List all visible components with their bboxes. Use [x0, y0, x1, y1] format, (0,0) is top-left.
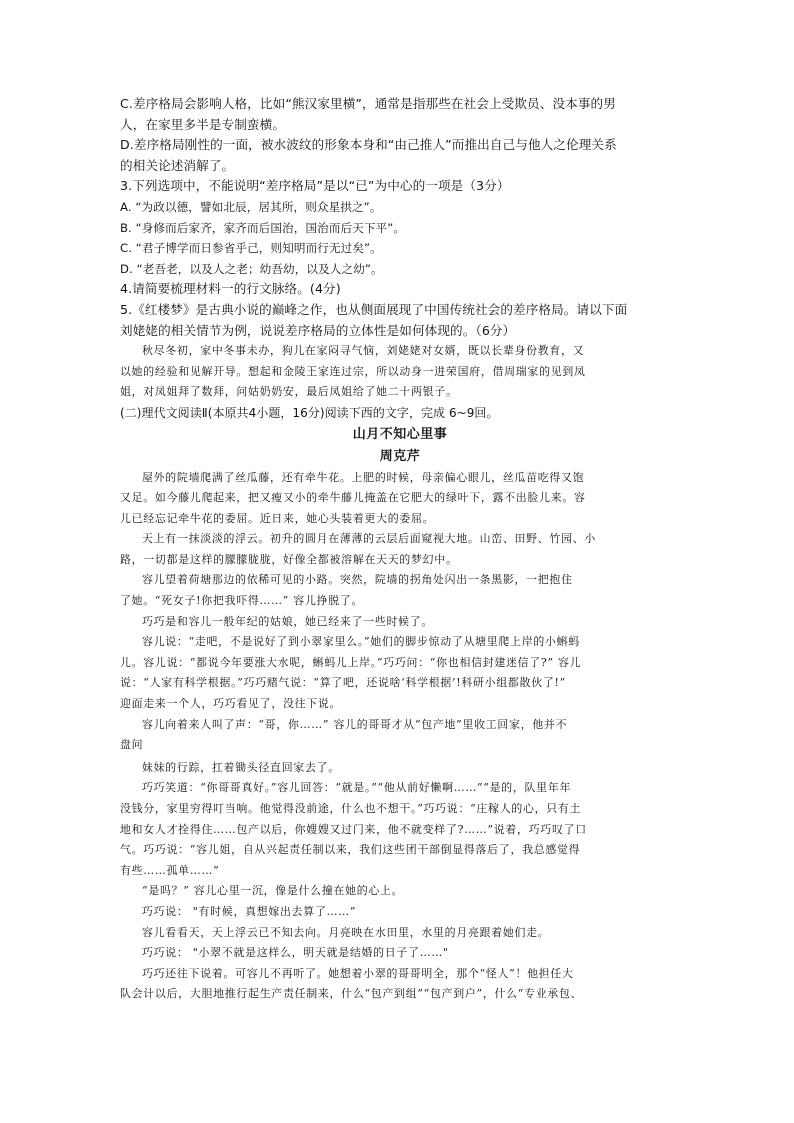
passage-paragraph-start: “是吗？” 容儿心里一沉，像是什么撞在她的心上。 [142, 884, 404, 898]
page-content [120, 94, 680, 1005]
question-line: 人，在家里多半是专制蛮横。 [120, 116, 286, 132]
option-line: C. “君子博学而日参省乎己，则知明而行无过矣”。 [120, 241, 382, 256]
passage-title: 周克芹 [379, 448, 421, 464]
question-line: 5.《红楼梦》是古典小说的巅峰之作，也从侧面展现了中国传统社会的差序格局。请以下面 [120, 301, 628, 317]
passage-paragraph-start: 天上有一抹淡淡的浮云。初升的圆月在薄薄的云层后面窥视大地。山峦、田野、竹园、小 [142, 532, 596, 546]
question-line: D.差序格局刚性的一面，被水波纹的形象本身和“由己推人”而推出自己与他人之伦理关系 [120, 137, 617, 153]
passage-paragraph-start: 巧巧是和容儿一般年纪的姑娘，她已经来了一些时候了。 [142, 614, 434, 628]
question-line: 刘姥姥的相关情节为例，说说差序格局的立体性是如何体现的。（6分） [120, 322, 516, 338]
passage-paragraph-start: 容儿望着荷塘那边的依稀可见的小路。突然，院墙的拐角处闪出一条黑影，一把抱住 [142, 573, 573, 587]
passage-line: 路，一切都是这样的朦朦胧胧，好像全都被溶解在天天的梦幻中。 [120, 552, 458, 566]
passage-line: 迎面走来一个人，巧巧看见了，没往下说。 [120, 697, 342, 711]
passage-paragraph-start: 容儿看看天，天上浮云已不知去向。月亮映在水田里，水里的月亮跟着她们走。 [142, 925, 550, 939]
question-line: 3.下列选项中，不能说明“差序格局”是以“已”为中心的一项是（3分） [120, 178, 510, 194]
passage-paragraph-start: 巧巧说： "小翠不就是这样么，明天就是结婚的日子了……" [142, 946, 449, 960]
passage-line: 儿。容儿说：“都说今年要涨大水呢，蝌蚂儿上岸。”巧巧问：“你也相信封建迷信了?” 容儿 [120, 655, 582, 669]
passage-line: 盘问 [120, 738, 144, 752]
passage-paragraph-start: 巧巧笑道：“你哥哥真好。”容儿回答：“就是。”“他从前好懒啊……”“是的，队里年年 [142, 781, 572, 795]
question-line: 的相关论述消解了。 [120, 157, 235, 173]
passage-line: 队会计以后，大胆地推行起生产责任制来，什么“包产到组”“包产到户”，什么“专业承包、 [120, 987, 583, 1001]
question-line: 4.请简要梳理材料一的行文脉络。(4分) [120, 281, 341, 297]
passage-line: 儿已经忘记牵牛花的委屈。近日来，她心头装着更大的委屈。 [120, 511, 435, 525]
passage-line: 地和女人才拴得住……包产以后，你嫂嫂又过门来，他不就变样了?……”说着，巧巧叹了口 [120, 822, 587, 836]
question-line: C.差序格局会影响人格，比如“熊汉家里横”，通常是指那些在社会上受欺员、没本事的男 [120, 96, 616, 111]
passage-line: 以她的经验和见解开导。想起和金陵王家连过宗，所以动身一进荣国府，借周瑞家的见到凤 [120, 364, 586, 378]
passage-line: 又足。如今藤儿爬起来，把又瘦又小的牵牛藤儿掩盖在它肥大的绿叶下，露不出脸儿来。容 [120, 491, 586, 505]
passage-line: 了她。“死女子!你把我吓得……” 容儿挣脱了。 [120, 594, 364, 608]
section-heading: (二)理代文阅读Ⅱ(本原共4小题，16分)阅读下西的文字，完成 6~9回。 [120, 405, 499, 420]
passage-line: 有些……孤单……” [120, 863, 220, 877]
option-line: B. “身修而后家齐，家齐而后国治，国治而后天下平”。 [120, 220, 406, 235]
passage-line: 没钱分，家里穷得叮当响。他觉得没前途，什么也不想干。”巧巧说：“庄稼人的心，只有土 [120, 802, 582, 815]
passage-line: 姐，对凤姐拜了数拜，问姑奶奶安，最后凤姐给了她二十两银子。 [120, 385, 458, 399]
passage-paragraph-start: 巧巧说： "有时候，真想嫁出去算了……” [142, 904, 357, 918]
passage-paragraph-start: 容儿说：“走吧，不是说好了到小翠家里么。”她们的脚步惊动了从塘里爬上岸的小蝌蚂 [142, 635, 580, 649]
passage-line: 说：“人家有科学根据。”巧巧赌气说：“算了吧，还说啥‘科学根据’!科研小组都散伙了!” [120, 676, 566, 690]
passage-paragraph-start: 秋尽冬初，家中冬事未办，狗儿在家闷寻气恼，刘姥姥对女婿，既以长辈身份教育，又 [142, 344, 585, 358]
passage-line: 气。巧巧说：“容儿姐，自从兴起责任制以来，我们这些团干部倒显得落后了，我总感觉得 [120, 843, 581, 857]
passage-paragraph-start: 巧巧还往下说着。可容儿不再听了。她想着小翠的哥哥明全，那个“怪人”！他担任大 [142, 966, 574, 980]
passage-paragraph-start: 屋外的院墙爬满了丝瓜藤，还有牵牛花。上肥的时候，母亲偏心眼儿，丝瓜苗吃得又饱 [142, 470, 585, 484]
passage-title: 山月不知心里事 [352, 426, 448, 442]
passage-paragraph-start: 妹妹的行踪，扛着锄头径直回家去了。 [142, 760, 340, 774]
option-line: A. “为政以德，譬如北辰，居其所，则众星拱之”。 [120, 199, 382, 214]
passage-paragraph-start: 容儿向着来人叫了声：“哥，你……” 容儿的哥哥才从“包产地”里收工回家，他并不 [142, 717, 568, 731]
option-line: D. “老吾老，以及人之老；幼吾幼，以及人之幼”。 [120, 261, 383, 276]
